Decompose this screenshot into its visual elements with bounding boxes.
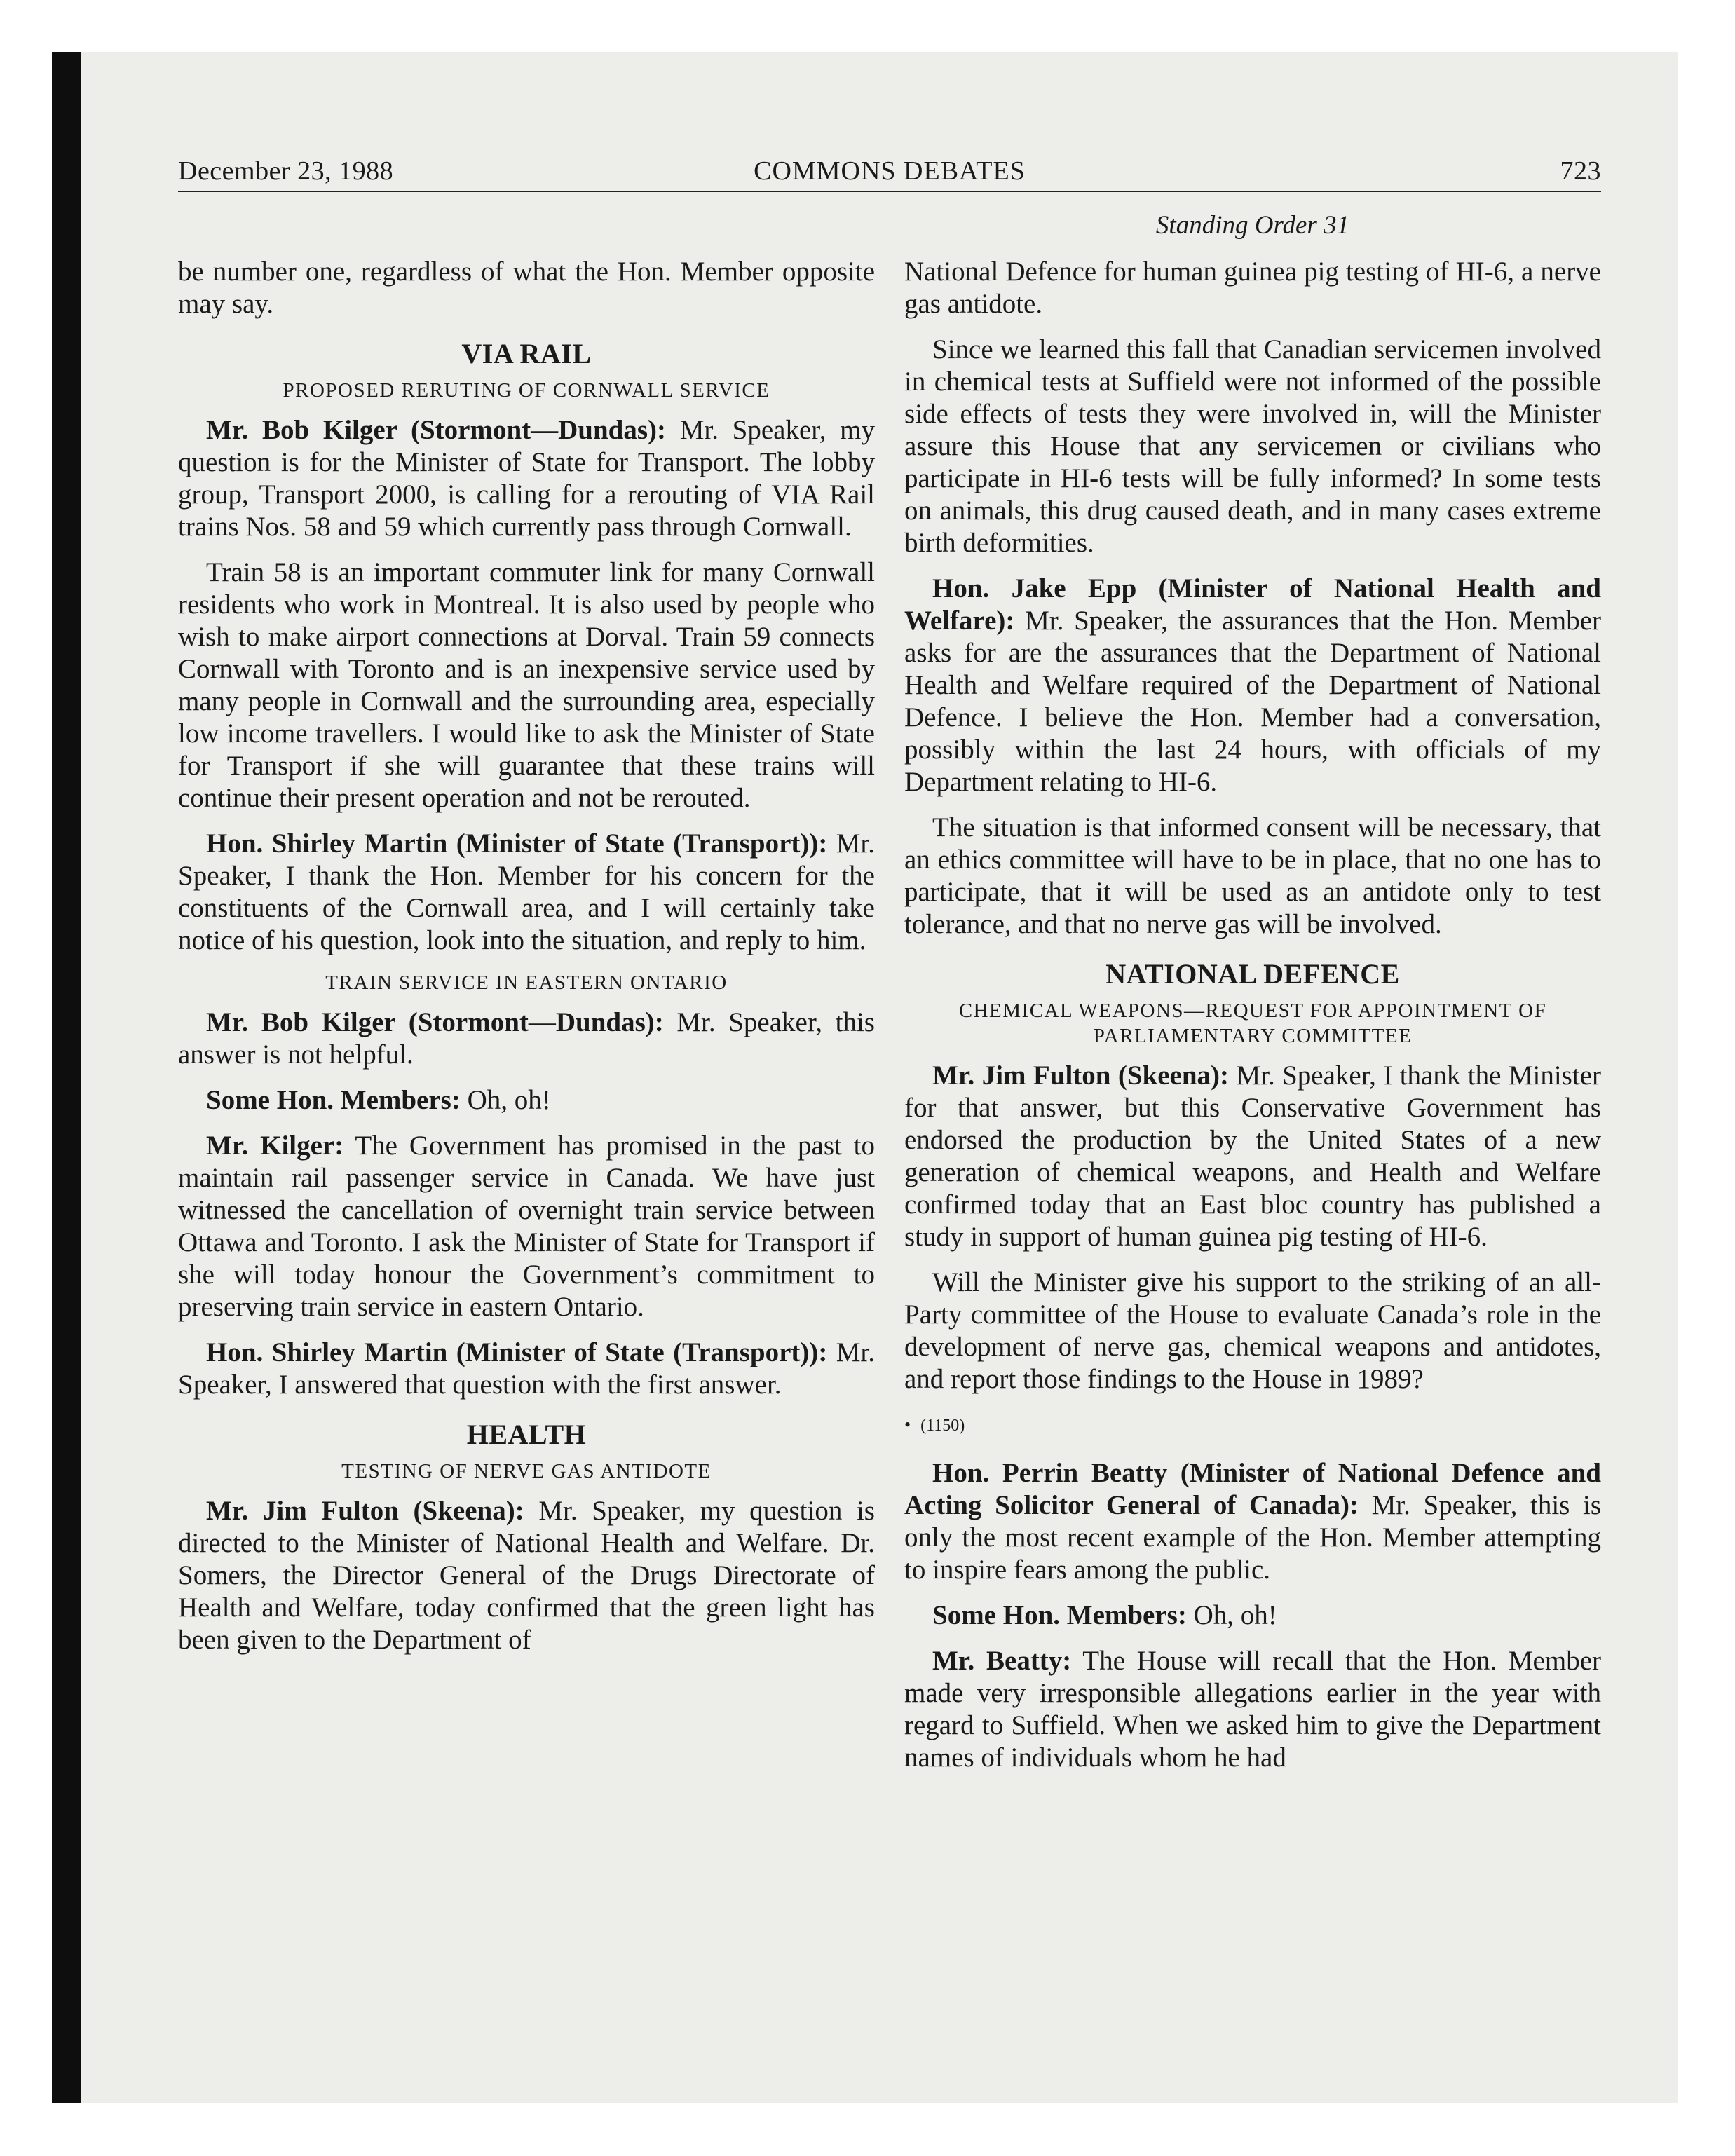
speech-text: Mr. Speaker, the assurances that the Hon. Member asks for are the assurances that the Department of National Health and Welfare required of the Department of National Defence. I believe the Hon. Member had a conversation, possibly within the last 24 hours, with officials of my Department relating to HI-6. <box>904 606 1601 797</box>
speech-paragraph <box>178 828 875 957</box>
speech-paragraph <box>904 1599 1601 1632</box>
speech-text: Oh, oh! <box>460 1085 551 1115</box>
speech-paragraph <box>178 1007 875 1071</box>
section-heading: HEALTH <box>466 1419 587 1450</box>
bullet-icon: • <box>904 1414 911 1435</box>
speech-paragraph <box>178 1495 875 1656</box>
header-date: December 23, 1988 <box>178 156 394 186</box>
left-column <box>178 256 875 1670</box>
section-heading: NATIONAL DEFENCE <box>1105 958 1400 990</box>
speaker-name: Mr. Jim Fulton (Skeena): <box>206 1496 524 1526</box>
speech-paragraph <box>904 1457 1601 1586</box>
speech-text: Oh, oh! <box>1186 1600 1277 1630</box>
subsection-heading: TRAIN SERVICE IN EASTERN ONTARIO <box>325 971 728 994</box>
speech-paragraph <box>904 1645 1601 1774</box>
paragraph: National Defence for human guinea pig testing of HI-6, a nerve gas antidote. <box>904 257 1601 319</box>
speech-text: Mr. Speaker, this answer is not helpful. <box>178 1007 875 1070</box>
standing-order-label: Standing Order 31 <box>1155 211 1350 240</box>
speaker-name: Mr. Bob Kilger (Stormont—Dundas): <box>206 415 667 445</box>
paragraph: The situation is that informed consent will be necessary, that an ethics committee will have to be in place, that no one has to participate, that it will be used as an antidote only to test tolerance, and that no nerve gas will be involved. <box>904 812 1601 939</box>
speech-paragraph <box>178 1084 875 1117</box>
speech-text: The House will recall that the Hon. Member made very irresponsible allegations earlier in the year with regard to Suffield. When we asked him to give the Department names of individuals whom he had <box>904 1646 1601 1773</box>
scan-binding-edge <box>52 52 81 2103</box>
section-heading: VIA RAIL <box>461 338 592 369</box>
speech-paragraph <box>178 1337 875 1401</box>
paragraph: Will the Minister give his support to the striking of an all-Party committee of the House to evaluate Canada’s role in the development of nerve gas, chemical weapons and antidotes, and report those findings to the House in 1989? <box>904 1267 1601 1394</box>
speaker-name: Some Hon. Members: <box>206 1085 461 1115</box>
timestamp-marker <box>904 1409 1601 1442</box>
speech-paragraph <box>178 414 875 543</box>
speech-text: Mr. Speaker, I thank the Hon. Member for his concern for the constituents of the Cornwall area, and I will certainly take notice of his question, look into the situation, and reply to him. <box>178 828 875 955</box>
speaker-name: Mr. Bob Kilger (Stormont—Dundas): <box>206 1007 664 1037</box>
speaker-name: Some Hon. Members: <box>932 1600 1187 1630</box>
paragraph: Since we learned this fall that Canadian servicemen involved in chemical tests at Suffield were not informed of the possible side effects of tests they were involved in, will the Minister assure this House that any servicemen or civilians who participate in HI-6 tests will be fully informed? In some tests on animals, this drug caused death, and in many cases extreme birth deformities. <box>904 334 1601 558</box>
speaker-name: Mr. Kilger: <box>206 1131 344 1161</box>
speaker-name: Hon. Shirley Martin (Minister of State (Transport)): <box>206 828 828 859</box>
speaker-name: Mr. Jim Fulton (Skeena): <box>932 1060 1230 1091</box>
subsection-heading: CHEMICAL WEAPONS—REQUEST FOR APPOINTMENT OF PARLIAMENTARY COMMITTEE <box>958 999 1547 1047</box>
speech-paragraph <box>178 1130 875 1323</box>
paragraph: Train 58 is an important commuter link for many Cornwall residents who work in Montreal. It is also used by people who wish to make airport connections at Dorval. Train 59 connects Cornwall with Toronto and is an inexpensive service used by many people in Cornwall and the surrounding area, especially low income travellers. I would like to ask the Minister of State for Transport if she will guarantee that these trains will continue their present operation and not be rerouted. <box>178 557 875 813</box>
speaker-name: Hon. Perrin Beatty (Minister of National Defence and Acting Solicitor General of Canada): <box>904 1458 1601 1520</box>
speech-text: Mr. Speaker, I answered that question with the first answer. <box>178 1337 875 1400</box>
speech-text: The Government has promised in the past to maintain rail passenger service in Canada. We have just witnessed the cancellation of overnight train service between Ottawa and Toronto. I ask the Minister of State for Transport if she will today honour the Government’s commitment to preserving train service in eastern Ontario. <box>178 1131 875 1322</box>
header-title: COMMONS DEBATES <box>754 156 1026 186</box>
speech-text: Mr. Speaker, this is only the most recent example of the Hon. Member attempting to inspire fears among the public. <box>904 1490 1601 1585</box>
speech-paragraph <box>904 1060 1601 1253</box>
page-number: 723 <box>1560 156 1601 186</box>
header-rule <box>178 191 1601 192</box>
right-column <box>904 256 1601 1787</box>
speech-text: Mr. Speaker, my question is directed to the Minister of National Health and Welfare. Dr. Somers, the Director General of the Drugs Directorate of Health and Welfare, today confirmed that the green light has been given to the Department of <box>178 1496 875 1655</box>
timestamp: (1150) <box>920 1417 965 1435</box>
speaker-name: Hon. Shirley Martin (Minister of State (Transport)): <box>206 1337 828 1367</box>
paragraph: be number one, regardless of what the Hon. Member opposite may say. <box>178 257 875 319</box>
speech-paragraph <box>904 573 1601 798</box>
speaker-name: Mr. Beatty: <box>932 1646 1072 1676</box>
speaker-name: Hon. Jake Epp (Minister of National Health and Welfare): <box>904 573 1601 636</box>
speech-text: Mr. Speaker, I thank the Minister for that answer, but this Conservative Government has endorsed the production by the United States of a new generation of chemical weapons, and Health and Welfare confirmed today that an East bloc country has published a study in support of human guinea pig testing of HI-6. <box>904 1060 1601 1252</box>
speech-text: Mr. Speaker, my question is for the Minister of State for Transport. The lobby group, Transport 2000, is calling for a rerouting of VIA Rail trains Nos. 58 and 59 which currently pass through Cornwall. <box>178 415 875 542</box>
subsection-heading: PROPOSED RERUTING OF CORNWALL SERVICE <box>283 379 770 402</box>
subsection-heading: TESTING OF NERVE GAS ANTIDOTE <box>341 1460 712 1482</box>
page-header <box>178 156 1601 192</box>
